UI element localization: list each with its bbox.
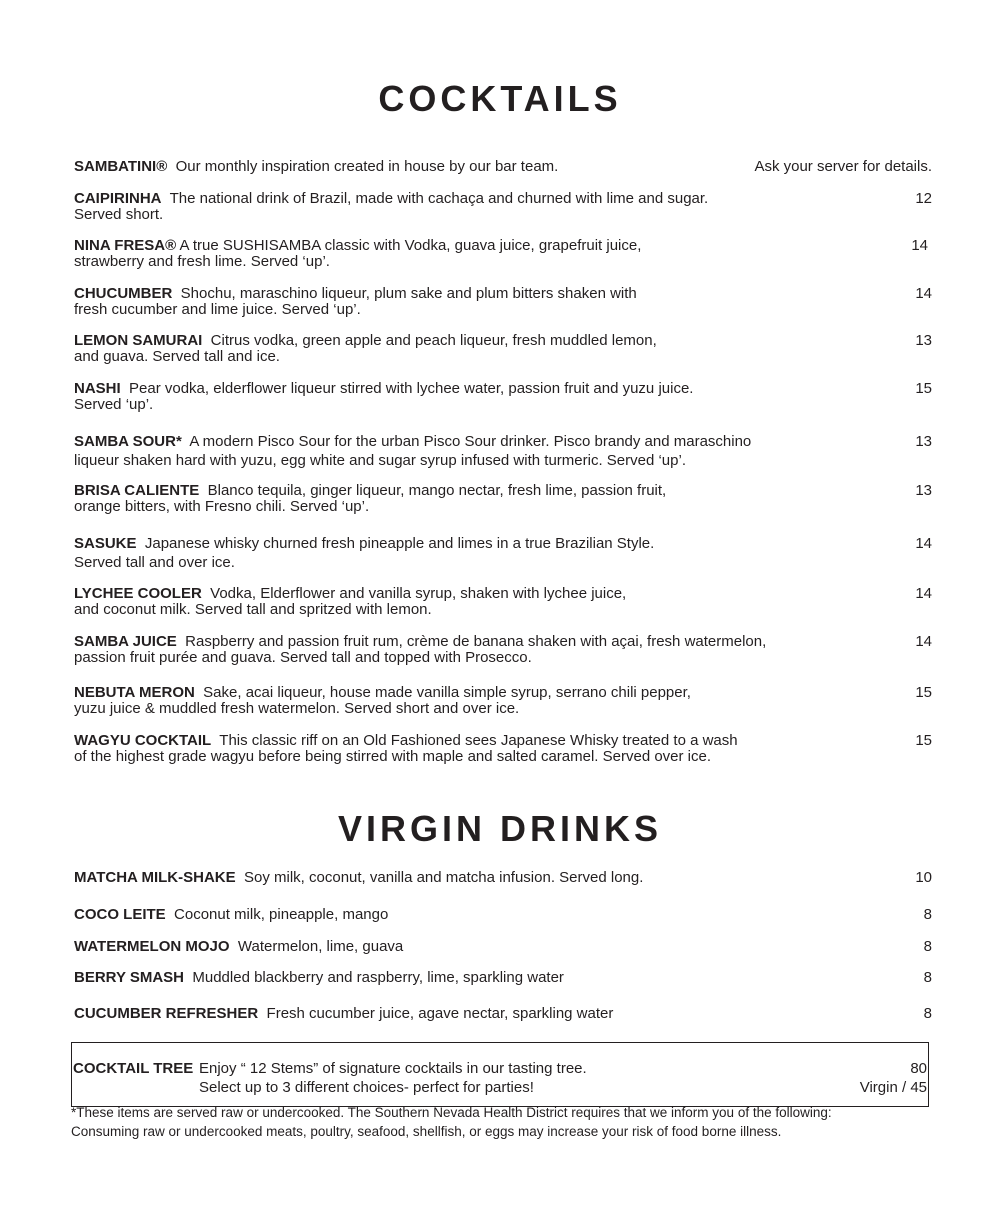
menu-item (74, 286, 932, 318)
item-name: SAMBA SOUR* (74, 433, 182, 450)
item-name: NEBUTA MERON (74, 684, 195, 701)
item-price: 10 (915, 869, 932, 886)
item-name: CHUCUMBER (74, 285, 173, 302)
item-price: Ask your server for details. (754, 158, 932, 175)
health-disclaimer: *These items are served raw or undercooked. The Southern Nevada Health District requires that we inform you of the following: (71, 1105, 832, 1120)
item-description-cont: of the highest grade wagyu before being stirred with maple and salted caramel. Served over ice. (74, 748, 712, 765)
item-description: This classic riff on an Old Fashioned sees Japanese Whisky treated to a wash (219, 732, 738, 749)
item-description-cont: Served ‘up’. (74, 396, 154, 413)
item-name: SAMBA JUICE (74, 633, 177, 650)
menu-item (74, 970, 932, 986)
item-description-cont: yuzu juice & muddled fresh watermelon. Served short and over ice. (74, 700, 520, 717)
item-price: 8 (923, 938, 932, 955)
item-description: Pear vodka, elderflower liqueur stirred with lychee water, passion fruit and yuzu juice. (129, 380, 694, 397)
item-description: Sake, acai liqueur, house made vanilla simple syrup, serrano chili pepper, (203, 684, 691, 701)
item-name: WAGYU COCKTAIL (74, 732, 212, 749)
item-description: Our monthly inspiration created in house by our bar team. (175, 158, 559, 175)
item-description: The national drink of Brazil, made with cachaça and churned with lime and sugar. (169, 190, 709, 207)
item-name: CAIPIRINHA (74, 190, 162, 207)
item-price: 8 (923, 906, 932, 923)
menu-item (74, 1006, 932, 1022)
menu-item (74, 907, 932, 923)
menu-item (74, 483, 932, 515)
item-price: 12 (915, 190, 932, 207)
item-description: Blanco tequila, ginger liqueur, mango nectar, fresh lime, passion fruit, (207, 482, 667, 499)
item-description-cont: and guava. Served tall and ice. (74, 348, 280, 365)
item-description-cont: Served short. (74, 206, 164, 223)
item-price: 14 (915, 535, 932, 552)
item-description: Vodka, Elderflower and vanilla syrup, shaken with lychee juice, (210, 585, 627, 602)
item-name: CUCUMBER REFRESHER (74, 1005, 259, 1022)
item-price: 8 (923, 1005, 932, 1022)
item-name: BRISA CALIENTE (74, 482, 200, 499)
cocktail-tree-box (71, 1042, 929, 1107)
item-price: 14 (915, 633, 932, 650)
tree-description-cont: Select up to 3 different choices- perfect for parties! (199, 1079, 534, 1096)
item-price: 8 (923, 969, 932, 986)
menu-item (74, 534, 932, 572)
item-description: Raspberry and passion fruit rum, crème de banana shaken with açai, fresh watermelon, (185, 633, 767, 650)
item-description: Shochu, maraschino liqueur, plum sake and plum bitters shaken with (180, 285, 637, 302)
item-description: Japanese whisky churned fresh pineapple and limes in a true Brazilian Style. (144, 535, 655, 552)
item-description: Muddled blackberry and raspberry, lime, sparkling water (192, 969, 564, 986)
menu-item (74, 333, 932, 365)
item-name: MATCHA MILK-SHAKE (74, 869, 236, 886)
item-description-cont: Served tall and over ice. (74, 554, 235, 571)
tree-name: COCKTAIL TREE (73, 1060, 194, 1077)
item-price: 13 (915, 332, 932, 349)
cocktails-heading: COCKTAILS (378, 78, 622, 119)
menu-item (74, 939, 932, 955)
item-name: LEMON SAMURAI (74, 332, 203, 349)
menu-item (74, 381, 932, 413)
item-name: SASUKE (74, 535, 137, 552)
item-description-cont: and coconut milk. Served tall and spritzed with lemon. (74, 601, 432, 618)
item-description: Citrus vodka, green apple and peach liqueur, fresh muddled lemon, (210, 332, 657, 349)
health-disclaimer-cont: Consuming raw or undercooked meats, poultry, seafood, shellfish, or eggs may increase your risk of food borne illness. (71, 1124, 782, 1139)
item-price: 15 (915, 732, 932, 749)
item-name: NINA FRESA® (74, 237, 177, 254)
tree-virgin-price: Virgin / 45 (859, 1079, 927, 1096)
item-name: SAMBATINI® (74, 158, 168, 175)
menu-item (74, 238, 932, 270)
item-name: BERRY SMASH (74, 969, 185, 986)
item-price: 13 (915, 482, 932, 499)
item-price: 15 (915, 380, 932, 397)
item-price: 14 (915, 585, 932, 602)
item-description: Soy milk, coconut, vanilla and matcha infusion. Served long. (244, 869, 644, 886)
item-name: COCO LEITE (74, 906, 166, 923)
menu-item (74, 733, 932, 765)
item-price: 13 (915, 433, 932, 450)
virgin-drinks-heading: VIRGIN DRINKS (337, 808, 663, 849)
item-price: 15 (915, 684, 932, 701)
item-description: A true SUSHISAMBA classic with Vodka, guava juice, grapefruit juice, (179, 237, 642, 254)
item-name: WATERMELON MOJO (74, 938, 230, 955)
item-description-cont: passion fruit purée and guava. Served tall and topped with Prosecco. (74, 649, 532, 666)
item-price: 14 (915, 285, 932, 302)
item-description-cont: strawberry and fresh lime. Served ‘up’. (74, 253, 330, 270)
menu-item (74, 634, 932, 666)
item-description: A modern Pisco Sour for the urban Pisco Sour drinker. Pisco brandy and maraschino (189, 433, 752, 450)
item-description-cont: liqueur shaken hard with yuzu, egg white and sugar syrup infused with turmeric. Served ‘up’. (74, 452, 686, 469)
menu-item (74, 432, 932, 470)
tree-price: 80 (910, 1060, 927, 1077)
item-description: Coconut milk, pineapple, mango (174, 906, 389, 923)
item-description: Watermelon, lime, guava (237, 938, 404, 955)
item-description-cont: orange bitters, with Fresno chili. Served ‘up’. (74, 498, 370, 515)
item-name: LYCHEE COOLER (74, 585, 202, 602)
menu-item (74, 159, 932, 175)
menu-item (74, 586, 932, 618)
menu-item (74, 191, 932, 223)
item-name: NASHI (74, 380, 121, 397)
menu-item (74, 685, 932, 717)
item-description-cont: fresh cucumber and lime juice. Served ‘up’. (74, 301, 361, 318)
tree-description: Enjoy “ 12 Stems” of signature cocktails in our tasting tree. (199, 1060, 587, 1077)
item-description: Fresh cucumber juice, agave nectar, sparkling water (266, 1005, 614, 1022)
item-price: 14 (911, 237, 928, 254)
menu-item (74, 870, 932, 886)
